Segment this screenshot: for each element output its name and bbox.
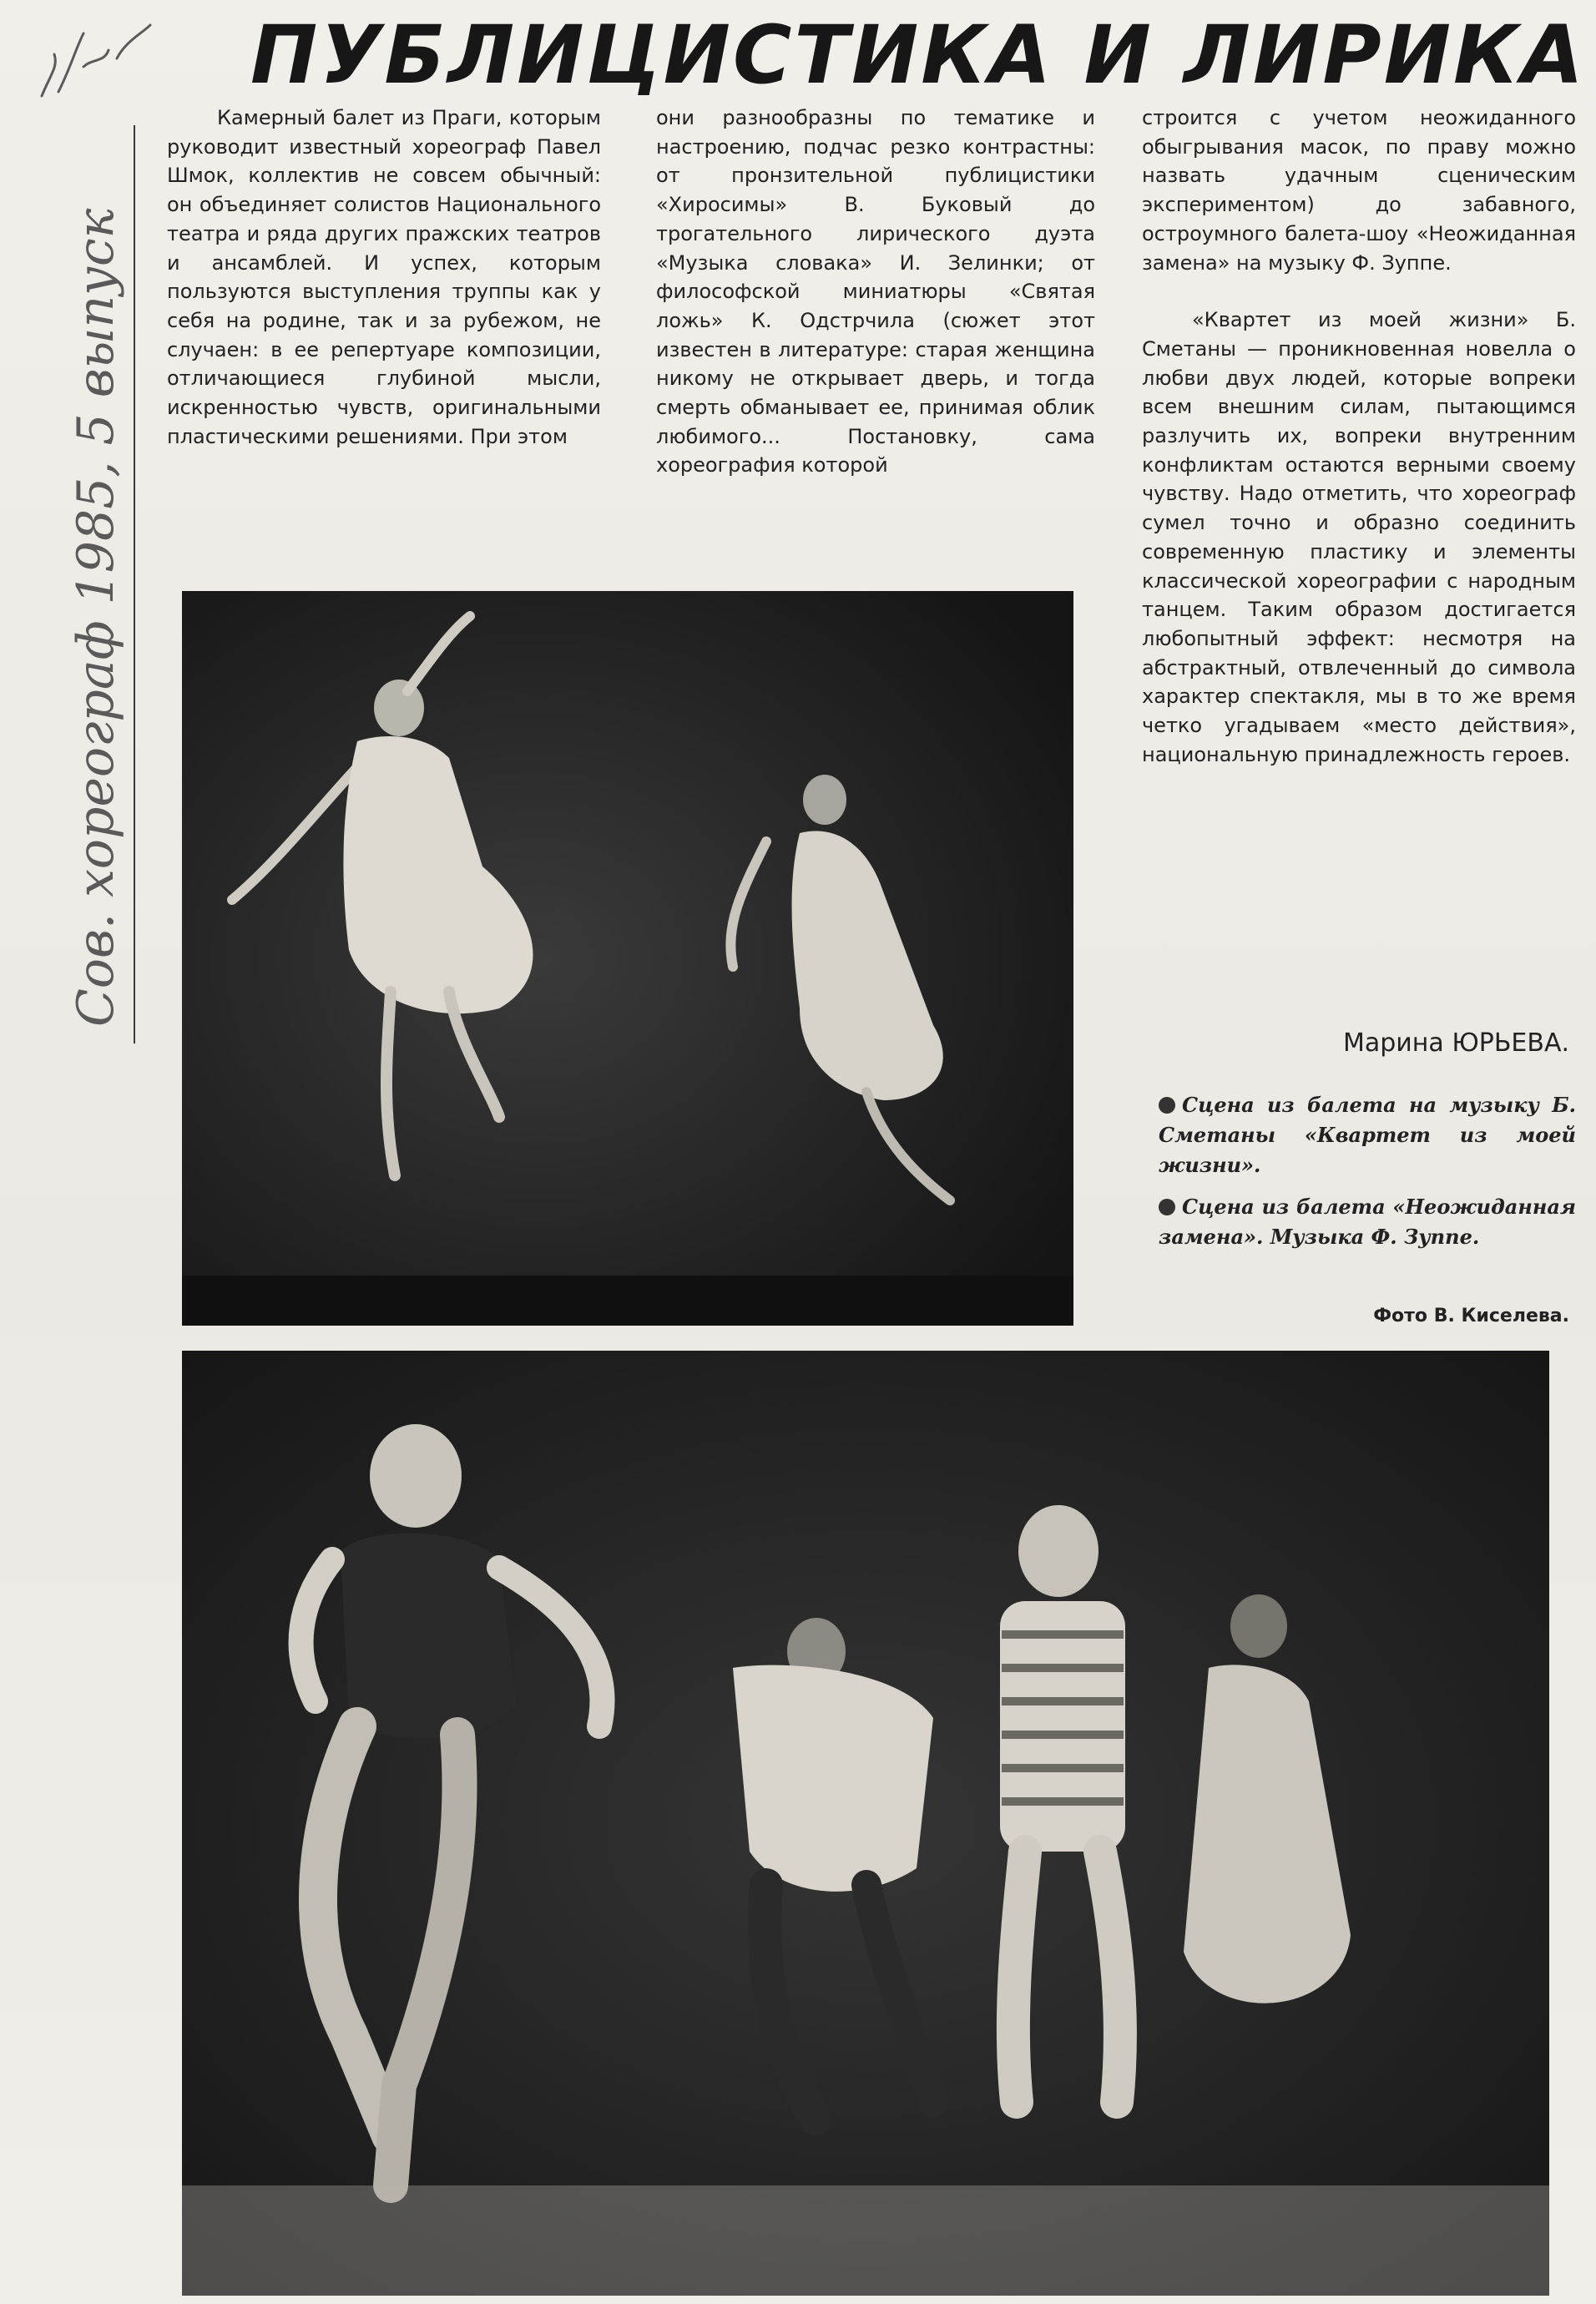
caption-bullet-icon: [1159, 1199, 1175, 1215]
caption-bullet-icon: [1159, 1097, 1175, 1114]
caption-2: [1159, 1192, 1576, 1286]
article-column-1: [167, 104, 601, 563]
photo-credit: Фото В. Киселева.: [1373, 1306, 1569, 1326]
author-signature: Марина ЮРЬЕВА.: [1343, 1028, 1569, 1058]
handwritten-note: [33, 100, 150, 1035]
column2-paragraph-1: они разнообразны по тематике и настроению, подчас резко контрастны: от пронзительной публицистики «Хиросимы» В. Буковый до трогательного лирического дуэта «Музыка словака» И. Зелинки; от философской миниатюры «Святая ложь» К. Одстрчила (сюжет этот известен в литературе: старая женщина никому не открывает дверь, и тогда смерть обманывает ее, принимая облик любимого... Постановку, сама хореография которой: [656, 106, 1095, 477]
headline: ПУБЛИЦИСТИКА И ЛИРИКА: [250, 8, 1586, 102]
handwritten-note-text: Сов. хореограф 1985, 5 выпуск: [67, 208, 125, 1027]
article-column-2: [656, 104, 1095, 563]
caption-1: [1159, 1090, 1576, 1184]
article-column-3: [1142, 104, 1576, 1013]
caption-2-text: Сцена из балета «Неожиданная замена». Музыка Ф. Зуппе.: [1159, 1195, 1576, 1249]
photo-ballet-quartet: [182, 591, 1073, 1326]
photo-ballet-substitution: [182, 1351, 1549, 2296]
column3-paragraph-2: «Квартет из моей жизни» Б. Сметаны — проникновенная новелла о любви двух людей, которые вопреки всем внешним силам, пытающимся разлучить их, вопреки внутренним конфликтам остаются верными своему чувству. Надо отметить, что хореограф сумел точно и образно соединить современную пластику и элементы классической хореографии с народным танцем. Таким образом достигается любопытный эффект: несмотря на абстрактный, отвлеченный до символа характер спектакля, мы в то же время четко угадываем «место действия», национальную принадлежность героев.: [1142, 308, 1576, 766]
caption-1-text: Сцена из балета на музыку Б. Сметаны «Квартет из моей жизни».: [1159, 1093, 1576, 1177]
column3-paragraph-1: строится с учетом неожиданного обыгрывания масок, по праву можно назвать удачным сценическим экспериментом) до забавного, остроумного балета-шоу «Неожиданная замена» на музыку Ф. Зуппе.: [1142, 106, 1576, 275]
column1-paragraph-1: Камерный балет из Праги, которым руководит известный хореограф Павел Шмок, коллектив не совсем обычный: он объединяет солистов Национального театра и ряда других пражских театров и ансамблей. И успех, которым пользуются выступления труппы как у себя на родине, так и за рубежом, не случаен: в ее репертуаре композиции, отличающиеся глубиной мысли, искренностью чувств, оригинальными пластическими решениями. При этом: [167, 106, 601, 448]
